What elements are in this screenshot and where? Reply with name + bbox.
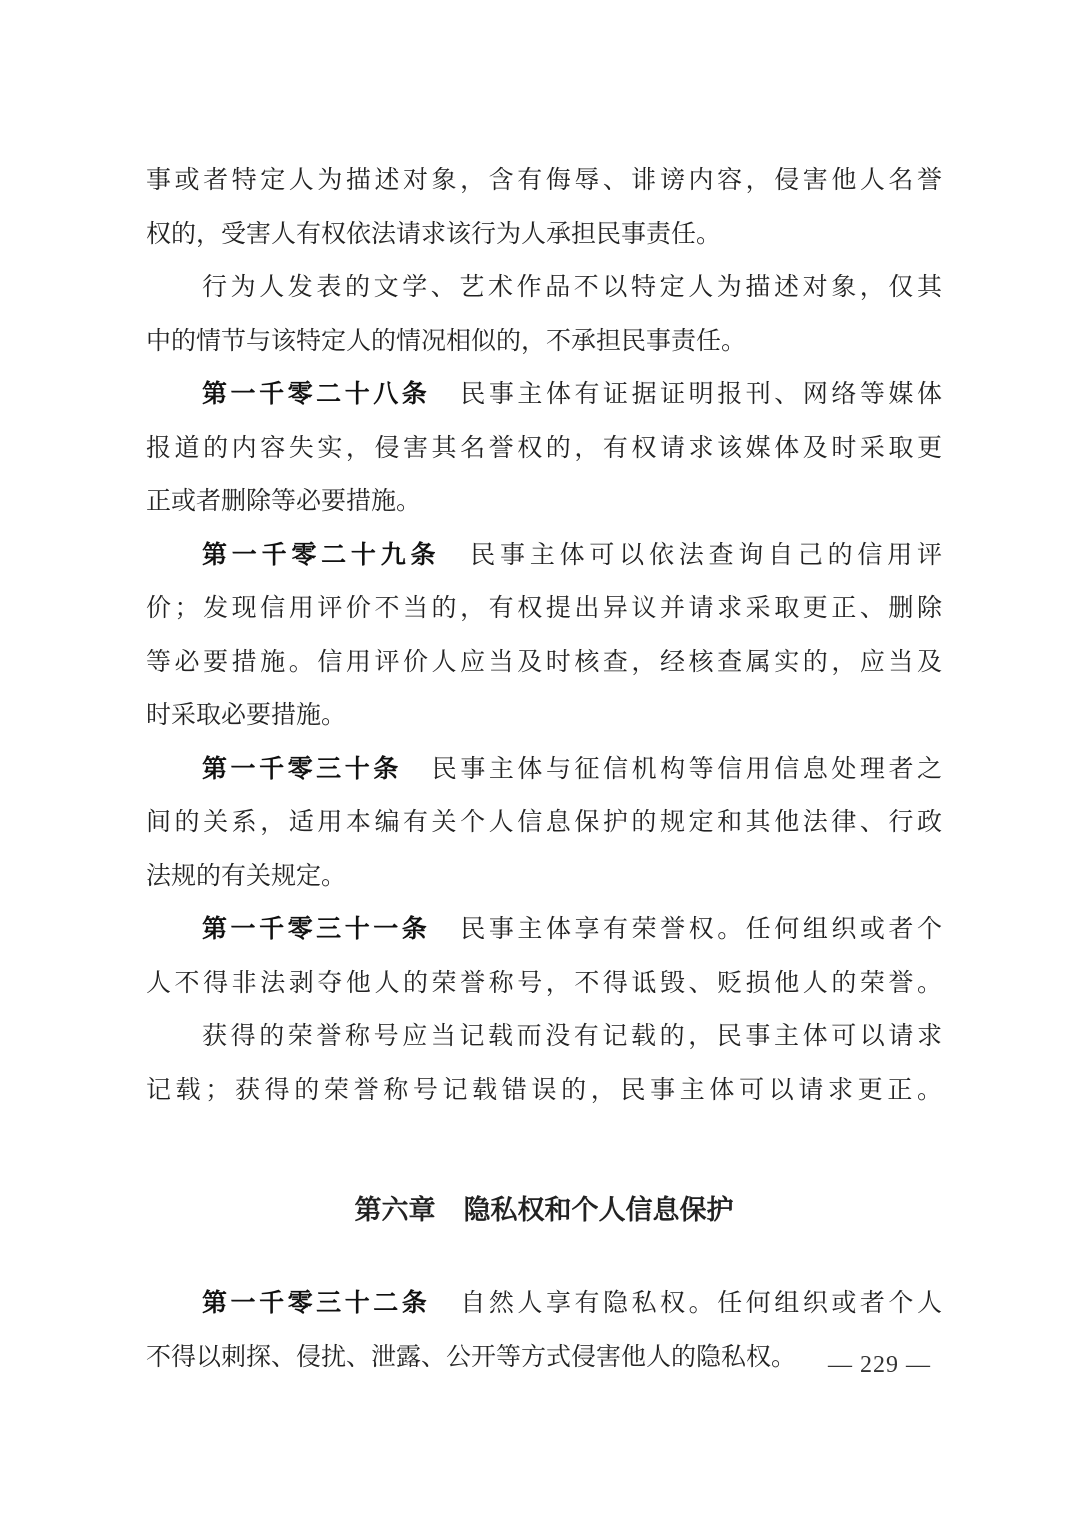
- text-line: 中的情节与该特定人的情况相似的，不承担民事责任。: [146, 325, 747, 355]
- text-line: 民事主体可以依法查询自己的信用评: [470, 539, 942, 569]
- article-1032: [146, 1276, 942, 1330]
- article-title: 第一千零二十九条: [202, 539, 441, 569]
- text-line: 价；发现信用评价不当的，有权提出异议并请求采取更正、删除: [146, 593, 942, 622]
- article-1030: [146, 742, 942, 796]
- text-line: 正或者删除等必要措施。: [146, 486, 422, 515]
- text-line: 获得的荣誉称号应当记载而没有记载的，民事主体可以请求: [202, 1021, 942, 1050]
- article-title: 第一千零三十条: [202, 753, 402, 783]
- article-1031: [146, 902, 942, 956]
- page-number: — 229 —: [828, 1352, 931, 1378]
- chapter-title: 隐私权和个人信息保护: [463, 1195, 734, 1226]
- text-line: 民事主体享有荣誉权。任何组织或者个: [460, 914, 942, 943]
- text-line: 时采取必要措施。: [146, 700, 347, 729]
- chapter-heading: [146, 1116, 942, 1276]
- text-line: 报道的内容失实，侵害其名誉权的，有权请求该媒体及时采取更: [146, 432, 942, 462]
- text-line: 自然人享有隐私权。任何组织或者个人: [460, 1288, 942, 1317]
- article-title: 第一千零二十八条: [202, 379, 431, 408]
- text-line: 等必要措施。信用评价人应当及时核查，经核查属实的，应当及: [146, 646, 942, 676]
- article-title: 第一千零三十二条: [202, 1288, 431, 1317]
- text-line: 民事主体与征信机构等信用信息处理者之: [431, 753, 942, 783]
- text-line: 事或者特定人为描述对象，含有侮辱、诽谤内容，侵害他人名誉: [146, 165, 942, 194]
- text-line: 记载；获得的荣誉称号记载错误的，民事主体可以请求更正。: [146, 1074, 942, 1104]
- text-line: 权的，受害人有权依法请求该行为人承担民事责任。: [146, 218, 722, 248]
- article-1028: [146, 367, 942, 421]
- text-line: 法规的有关规定。: [146, 860, 347, 890]
- text-line: 人不得非法剥夺他人的荣誉称号，不得诋毁、贬损他人的荣誉。: [146, 967, 942, 997]
- text-line: 行为人发表的文学、艺术作品不以特定人为描述对象，仅其: [202, 272, 942, 301]
- document-body: [146, 153, 942, 1383]
- chapter-number: 第六章: [354, 1195, 436, 1226]
- text-line: 不得以刺探、侵扰、泄露、公开等方式侵害他人的隐私权。: [146, 1341, 797, 1371]
- article-title: 第一千零三十一条: [202, 914, 431, 943]
- article-1029: [146, 528, 942, 582]
- text-line: 民事主体有证据证明报刊、网络等媒体: [460, 379, 942, 408]
- text-line: 间的关系，适用本编有关个人信息保护的规定和其他法律、行政: [146, 807, 942, 836]
